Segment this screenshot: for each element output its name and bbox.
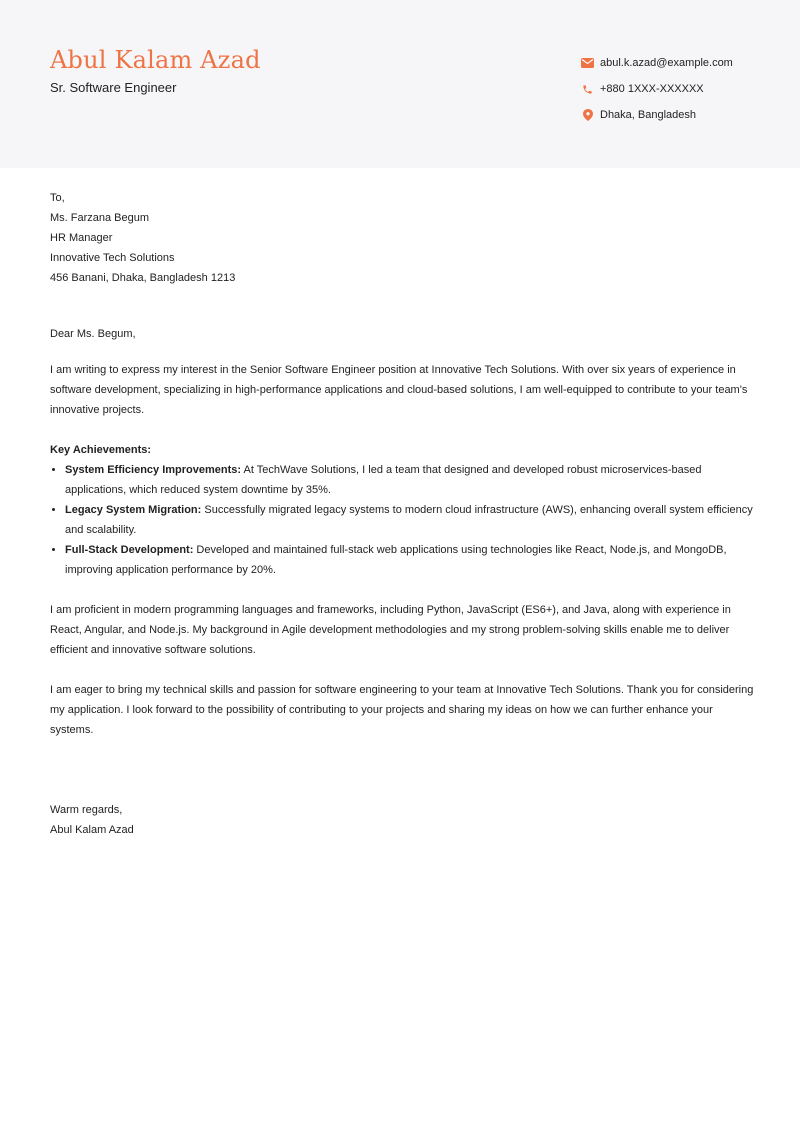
list-item [65, 500, 755, 540]
skills-paragraph: I am proficient in modern programming languages and frameworks, including Python, JavaScript (ES6+), and Java, along with experience in React, Angular, and Node.js. My background in Agile development methodologies and my strong problem-solving skills enable me to deliver efficient and innovative software solutions. [50, 604, 731, 656]
signature: Abul Kalam Azad [50, 824, 134, 836]
applicant-name: Abul Kalam Azad [50, 46, 261, 74]
intro-paragraph: I am writing to express my interest in the Senior Software Engineer position at Innovative Tech Solutions. With over six years of experience in software development, specializing in high-performance applications and cloud-based solutions, I am well-equipped to contribute to your team's innovative projects. [50, 364, 748, 416]
contact-info [581, 50, 791, 128]
recipient-block [50, 188, 755, 288]
recipient-position: HR Manager [50, 232, 113, 244]
achievement-text: Developed and maintained full-stack web applications using technologies like React, Node.js, and MongoDB, improving application performance by 20%. [65, 544, 727, 576]
envelope-icon [581, 57, 594, 70]
contact-location [581, 102, 791, 128]
recipient-name: Ms. Farzana Begum [50, 212, 150, 224]
achievement-heading: System Efficiency Improvements: [65, 464, 242, 476]
email-text: abul.k.azad@example.com [600, 57, 733, 69]
letter-body [50, 188, 755, 840]
achievement-text: At TechWave Solutions, I led a team that designed and developed robust microservices-based applications, which reduced system downtime by 35%. [65, 464, 702, 496]
achievement-text: Successfully migrated legacy systems to modern cloud infrastructure (AWS), enhancing overall system efficiency and scalability. [65, 504, 753, 536]
letter-header [0, 0, 800, 168]
contact-phone [581, 76, 791, 102]
achievements-heading: Key Achievements: [50, 444, 152, 456]
achievement-heading: Legacy System Migration: [65, 504, 202, 516]
applicant-title: Sr. Software Engineer [50, 80, 177, 95]
sign-off: Warm regards, [50, 804, 123, 816]
phone-icon [581, 83, 594, 96]
phone-text: +880 1XXX-XXXXXX [600, 83, 704, 95]
list-item [65, 540, 755, 580]
map-pin-icon [581, 109, 594, 122]
list-item [65, 460, 755, 500]
recipient-company: Innovative Tech Solutions [50, 252, 175, 264]
recipient-address: 456 Banani, Dhaka, Bangladesh 1213 [50, 272, 236, 284]
achievements-list [50, 460, 755, 580]
greeting: Dear Ms. Begum, [50, 328, 136, 340]
achievement-heading: Full-Stack Development: [65, 544, 194, 556]
recipient-to: To, [50, 192, 65, 204]
location-text: Dhaka, Bangladesh [600, 109, 697, 121]
closing-paragraph: I am eager to bring my technical skills and passion for software engineering to your team at Innovative Tech Solutions. Thank you for considering my application. I look forward to the possibility of contributing to your projects and sharing my ideas on how we can further enhance your systems. [50, 684, 754, 736]
contact-email [581, 50, 791, 76]
